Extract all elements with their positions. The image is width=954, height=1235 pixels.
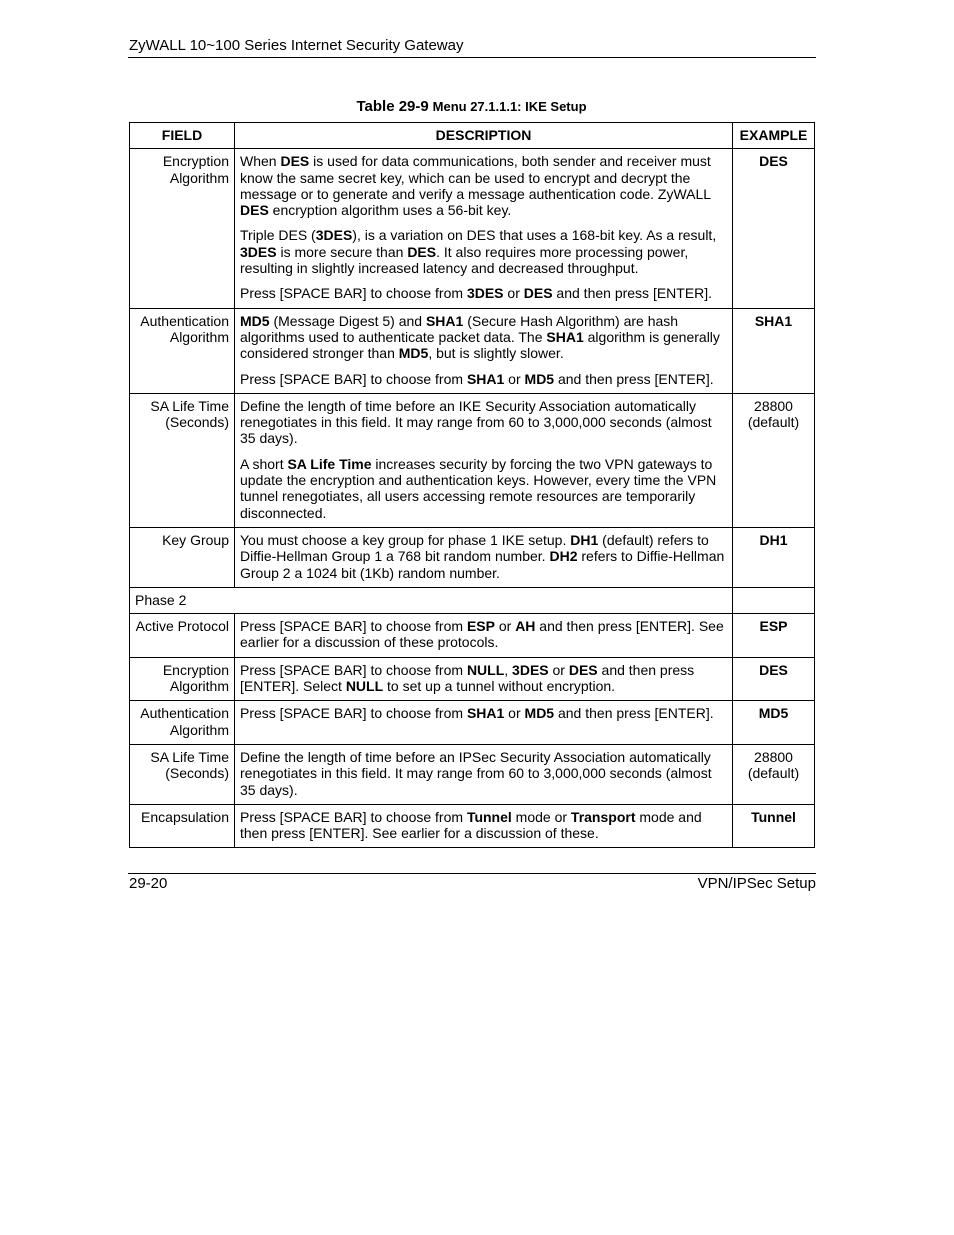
table-caption xyxy=(129,98,814,115)
description-text: is used for data communications, both sender and receiver must know the same secret key, which can be used to encrypt and decrypt the message or to generate and verify a message authentication code. ZyWALL xyxy=(240,153,711,202)
description-term: DES xyxy=(407,243,437,260)
example-cell xyxy=(733,657,815,701)
example-value: 28800 xyxy=(754,397,793,414)
description-text: or xyxy=(494,618,516,635)
description-text: encryption algorithm uses a 56-bit key. xyxy=(268,202,512,219)
table-caption-number: Table 29-9 xyxy=(356,98,429,115)
field-label: Algorithm xyxy=(169,169,229,186)
description-text: Press [SPACE BAR] to choose from xyxy=(240,705,467,722)
description-cell xyxy=(235,657,733,701)
description-text: or xyxy=(504,370,525,387)
description-term: DES xyxy=(568,661,598,678)
header-rule xyxy=(128,57,816,58)
description-cell xyxy=(235,804,733,848)
description-text: Press [SPACE BAR] to choose from xyxy=(240,808,467,825)
description-term: DH1 xyxy=(570,531,599,548)
field-cell xyxy=(130,657,235,701)
footer-section-title: VPN/IPSec Setup xyxy=(697,875,816,892)
description-term: DH2 xyxy=(549,548,578,565)
field-label: Encapsulation xyxy=(141,808,229,825)
description-term: NULL xyxy=(345,678,384,695)
section-example-cell xyxy=(733,587,815,613)
example-cell xyxy=(733,527,815,587)
description-paragraph xyxy=(240,398,727,447)
description-text: and then press [ENTER]. Select xyxy=(240,661,695,695)
example-value: DES xyxy=(759,153,788,170)
description-term: SA Life Time xyxy=(287,455,372,472)
description-term: 3DES xyxy=(240,243,277,260)
description-text: (Secure Hash Algorithm) are hash algorithms used to authenticate packet data. The xyxy=(240,312,679,345)
description-text: Define the length of time before an IKE Security Association automatically renegotiates in this field. It may range from 60 to 3,000,000 seconds (almost 35 days). xyxy=(240,397,712,447)
field-label: Key Group xyxy=(162,531,229,548)
example-value: DH1 xyxy=(759,531,788,548)
description-text: and then press [ENTER]. xyxy=(552,285,713,302)
description-term: 3DES xyxy=(512,661,549,678)
description-paragraph xyxy=(240,456,727,521)
table-row xyxy=(130,701,815,745)
description-text: or xyxy=(504,705,525,722)
description-text: (default) refers to Diffie-Hellman Group 1 a 768 bit random number. xyxy=(240,531,709,565)
description-text: refers to Diffie-Hellman Group 2 a 1024 bit (1Kb) random number. xyxy=(240,548,725,581)
description-text: is more secure than xyxy=(276,243,408,260)
description-paragraph xyxy=(240,662,727,695)
example-cell xyxy=(733,701,815,745)
example-value: DES xyxy=(759,661,788,678)
field-cell xyxy=(130,701,235,745)
column-header-field: FIELD xyxy=(130,123,235,149)
field-label: Algorithm xyxy=(169,678,229,695)
description-term: Tunnel xyxy=(466,808,512,825)
example-cell xyxy=(733,393,815,527)
field-label: (Seconds) xyxy=(165,765,229,782)
section-label: Phase 2 xyxy=(130,587,733,613)
table-row xyxy=(130,657,815,701)
field-cell xyxy=(130,393,235,527)
description-cell xyxy=(235,393,733,527)
field-label: Algorithm xyxy=(169,721,229,738)
description-term: MD5 xyxy=(524,705,555,722)
footer-rule xyxy=(128,873,816,874)
description-paragraph xyxy=(240,618,727,651)
description-text: Press [SPACE BAR] to choose from xyxy=(240,661,467,678)
example-value: (default) xyxy=(747,414,800,431)
field-cell xyxy=(130,149,235,308)
field-cell xyxy=(130,308,235,393)
example-value: (default) xyxy=(747,765,800,782)
field-label: Algorithm xyxy=(169,328,229,345)
table-row xyxy=(130,308,815,393)
description-term: SHA1 xyxy=(466,370,505,387)
example-value: Tunnel xyxy=(751,808,796,825)
description-cell xyxy=(235,527,733,587)
description-term: MD5 xyxy=(524,370,555,387)
field-cell xyxy=(130,527,235,587)
description-term: DES xyxy=(240,202,269,219)
field-cell xyxy=(130,614,235,658)
description-text: and then press [ENTER]. See earlier for a discussion of these protocols. xyxy=(240,618,724,651)
field-label: Encryption xyxy=(162,661,229,678)
description-text: increases security by forcing the two VPN gateways to update the encryption and authentication keys. However, every time the VPN tunnel renegotiates, all users accessing remote resources are temporarily disconnected. xyxy=(240,455,717,521)
field-label: Authentication xyxy=(140,312,229,329)
description-text: ), is a variation on DES that uses a 168-bit key. As a result, xyxy=(352,227,717,244)
field-cell xyxy=(130,804,235,848)
description-term: SHA1 xyxy=(466,705,505,722)
description-term: AH xyxy=(515,618,536,635)
example-value: SHA1 xyxy=(754,312,793,329)
description-paragraph xyxy=(240,705,727,721)
description-text: to set up a tunnel without encryption. xyxy=(383,678,616,695)
description-text: algorithm is generally considered stronger than xyxy=(240,328,720,362)
field-label: SA Life Time xyxy=(150,748,229,765)
description-term: DES xyxy=(523,285,553,302)
column-header-description: DESCRIPTION xyxy=(235,123,733,149)
example-cell xyxy=(733,804,815,848)
description-cell xyxy=(235,149,733,308)
field-label: Encryption xyxy=(162,153,229,170)
description-text: or xyxy=(548,661,569,678)
table-row xyxy=(130,744,815,804)
table-header-row xyxy=(130,123,815,149)
example-cell xyxy=(733,149,815,308)
description-text: , but is slightly slower. xyxy=(428,345,564,362)
table-row xyxy=(130,149,815,308)
description-text: Press [SPACE BAR] to choose from xyxy=(240,285,467,302)
description-text: or xyxy=(503,285,524,302)
description-text: and then press [ENTER]. xyxy=(554,705,714,722)
ike-setup-table xyxy=(129,122,815,848)
example-cell xyxy=(733,744,815,804)
description-term: MD5 xyxy=(398,345,429,362)
description-text: Press [SPACE BAR] to choose from xyxy=(240,618,467,635)
table-row xyxy=(130,527,815,587)
description-text: (Message Digest 5) and xyxy=(269,312,426,329)
description-term: ESP xyxy=(466,618,495,635)
description-paragraph xyxy=(240,227,727,276)
description-term: 3DES xyxy=(315,227,353,244)
description-term: SHA1 xyxy=(546,328,584,345)
description-cell xyxy=(235,744,733,804)
example-value: MD5 xyxy=(758,705,789,722)
table-caption-text: Menu 27.1.1.1: IKE Setup xyxy=(432,99,587,114)
description-cell xyxy=(235,308,733,393)
description-text: Triple DES ( xyxy=(240,227,316,244)
description-text: mode or xyxy=(511,808,571,825)
description-paragraph xyxy=(240,153,727,218)
field-label: Authentication xyxy=(140,705,229,722)
description-text: mode and then press [ENTER]. See earlier for a discussion of these. xyxy=(240,808,702,842)
page-number: 29-20 xyxy=(129,875,168,892)
description-text: A short xyxy=(240,455,288,472)
description-paragraph xyxy=(240,749,727,798)
example-cell xyxy=(733,614,815,658)
description-text: and then press [ENTER]. xyxy=(554,370,714,387)
description-text: . It also requires more processing power, resulting in slightly increased latency and decreased throughput. xyxy=(240,243,689,277)
description-term: 3DES xyxy=(466,285,504,302)
section-row-phase-2 xyxy=(130,587,815,613)
description-text: , xyxy=(504,661,513,678)
description-paragraph xyxy=(240,809,727,842)
description-term: DES xyxy=(280,153,310,170)
example-value: ESP xyxy=(759,618,788,635)
description-term: Transport xyxy=(570,808,636,825)
description-text: Define the length of time before an IPSec Security Association automatically renegotiates in this field. It may range from 60 to 3,000,000 seconds (almost 35 days). xyxy=(240,748,712,798)
field-label: Active Protocol xyxy=(135,618,229,635)
description-paragraph xyxy=(240,532,727,581)
description-cell xyxy=(235,614,733,658)
field-label: SA Life Time xyxy=(150,397,229,414)
description-term: SHA1 xyxy=(425,312,464,329)
description-paragraph xyxy=(240,313,727,362)
example-value: 28800 xyxy=(754,748,793,765)
table-row xyxy=(130,393,815,527)
table-row xyxy=(130,804,815,848)
description-term: NULL xyxy=(466,661,505,678)
description-text: Press [SPACE BAR] to choose from xyxy=(240,370,467,387)
field-label: (Seconds) xyxy=(165,414,229,431)
description-text: When xyxy=(240,153,281,170)
description-paragraph xyxy=(240,285,727,301)
field-cell xyxy=(130,744,235,804)
table-row xyxy=(130,614,815,658)
description-term: MD5 xyxy=(240,312,270,329)
example-cell xyxy=(733,308,815,393)
column-header-example: EXAMPLE xyxy=(733,123,815,149)
description-cell xyxy=(235,701,733,745)
description-paragraph xyxy=(240,371,727,387)
running-header-title: ZyWALL 10~100 Series Internet Security Gateway xyxy=(129,37,464,54)
description-text: You must choose a key group for phase 1 IKE setup. xyxy=(240,531,571,548)
